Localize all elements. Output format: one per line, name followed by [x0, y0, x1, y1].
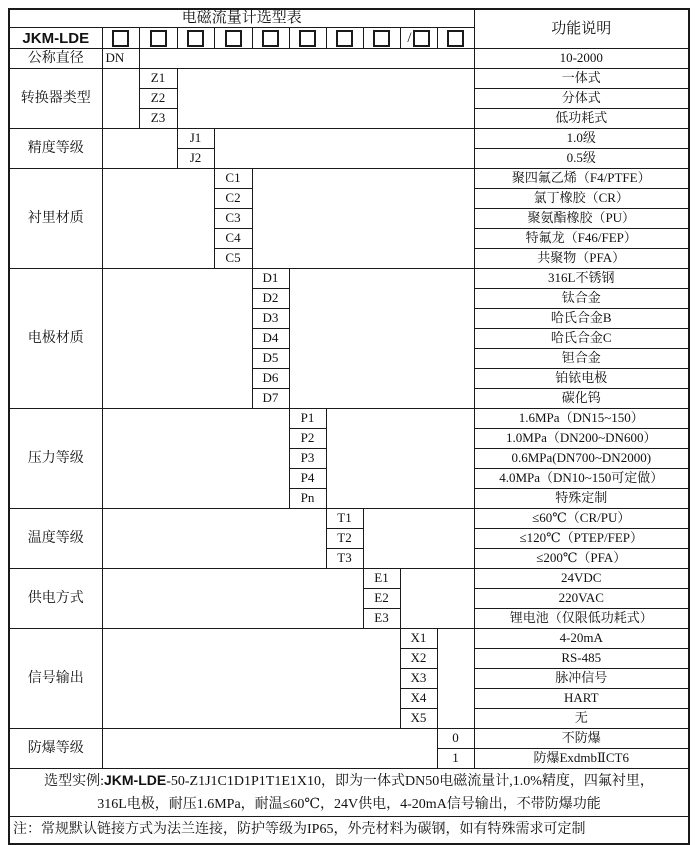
code-cell: X5 — [400, 709, 437, 729]
checkbox-cell-10 — [437, 28, 474, 49]
code-cell: X4 — [400, 689, 437, 709]
desc-cell-dn: 10-2000 — [474, 49, 689, 69]
example-line-1 — [11, 769, 687, 793]
spacer-cell — [139, 49, 474, 69]
desc-cell: 脉冲信号 — [474, 669, 689, 689]
code-cell: X3 — [400, 669, 437, 689]
code-cell: T2 — [326, 529, 363, 549]
section-label-0: 转换器类型 — [9, 69, 102, 129]
code-cell: T3 — [326, 549, 363, 569]
example-line-2: 316L电极，耐压1.6MPa，耐温≤60℃，24V供电，4-20mA信号输出，不带防爆功能 — [97, 796, 601, 812]
desc-cell: HART — [474, 689, 689, 709]
desc-cell: 聚氨酯橡胶（PU） — [474, 209, 689, 229]
desc-cell: 1.0MPa（DN200~DN600） — [474, 429, 689, 449]
section-row — [9, 629, 689, 649]
desc-cell: 4-20mA — [474, 629, 689, 649]
selection-table — [8, 8, 690, 845]
model-checkbox-8[interactable] — [373, 30, 390, 47]
code-cell-dn: DN — [102, 49, 139, 69]
desc-cell: ≤200℃（PFA） — [474, 549, 689, 569]
code-cell: Pn — [289, 489, 326, 509]
code-cell: D1 — [252, 269, 289, 289]
code-cell: D4 — [252, 329, 289, 349]
example-line1-rest: -50-Z1J1C1D1P1T1E1X10，即为一体式DN50电磁流量计,1.0%精度，四氟衬里， — [166, 774, 654, 790]
code-cell: E2 — [363, 589, 400, 609]
model-checkbox-6[interactable] — [299, 30, 316, 47]
section-row — [9, 169, 689, 189]
checkbox-cell-4 — [214, 28, 252, 49]
spacer-cell — [102, 509, 326, 569]
desc-cell: 共聚物（PFA） — [474, 249, 689, 269]
model-checkbox-1[interactable] — [112, 30, 129, 47]
footnote: 注：常规默认链接方式为法兰连接，防护等级为IP65，外壳材料为碳钢，如有特殊需求可定制 — [9, 817, 689, 845]
desc-cell: 316L不锈钢 — [474, 269, 689, 289]
section-label-4: 压力等级 — [9, 409, 102, 509]
code-cell: D7 — [252, 389, 289, 409]
desc-cell: 无 — [474, 709, 689, 729]
spacer-cell — [252, 169, 474, 269]
spacer-cell — [102, 629, 400, 729]
desc-cell: 0.5级 — [474, 149, 689, 169]
desc-cell: 分体式 — [474, 89, 689, 109]
desc-cell: 低功耗式 — [474, 109, 689, 129]
code-cell: C3 — [214, 209, 252, 229]
checkbox-cell-1 — [102, 28, 139, 49]
desc-cell: ≤60℃（CR/PU） — [474, 509, 689, 529]
spacer-cell — [102, 129, 177, 169]
model-checkbox-3[interactable] — [187, 30, 204, 47]
desc-cell: 锂电池（仅限低功耗式） — [474, 609, 689, 629]
section-row — [9, 729, 689, 749]
code-cell: D2 — [252, 289, 289, 309]
example-row — [9, 769, 689, 817]
desc-cell: 0.6MPa(DN700~DN2000) — [474, 449, 689, 469]
desc-cell: RS-485 — [474, 649, 689, 669]
section-row — [9, 269, 689, 289]
desc-cell: 特氟龙（F46/FEP） — [474, 229, 689, 249]
desc-cell: 不防爆 — [474, 729, 689, 749]
desc-cell: 聚四氟乙烯（F4/PTFE） — [474, 169, 689, 189]
section-row — [9, 129, 689, 149]
code-cell: E1 — [363, 569, 400, 589]
example-model: JKM-LDE — [104, 772, 167, 789]
selection-example — [9, 769, 689, 817]
section-label-7: 信号输出 — [9, 629, 102, 729]
code-cell: P3 — [289, 449, 326, 469]
code-cell: Z1 — [139, 69, 177, 89]
code-cell: C5 — [214, 249, 252, 269]
section-row — [9, 509, 689, 529]
desc-cell: 24VDC — [474, 569, 689, 589]
checkbox-cell-7 — [326, 28, 363, 49]
desc-cell: 钛合金 — [474, 289, 689, 309]
desc-cell: ≤120℃（PTEP/FEP） — [474, 529, 689, 549]
code-cell: J2 — [177, 149, 214, 169]
section-label-1: 精度等级 — [9, 129, 102, 169]
example-prefix: 选型实例: — [44, 774, 104, 790]
code-cell: P4 — [289, 469, 326, 489]
code-cell: P2 — [289, 429, 326, 449]
desc-cell: 一体式 — [474, 69, 689, 89]
code-cell: E3 — [363, 609, 400, 629]
note-row — [9, 817, 689, 845]
checkbox-cell-6 — [289, 28, 326, 49]
section-label-6: 供电方式 — [9, 569, 102, 629]
spacer-cell — [326, 409, 474, 509]
model-checkbox-7[interactable] — [336, 30, 353, 47]
code-cell: D6 — [252, 369, 289, 389]
slash-separator: / — [407, 29, 412, 46]
checkbox-cell-9 — [400, 28, 437, 49]
section-label-2: 衬里材质 — [9, 169, 102, 269]
model-checkbox-2[interactable] — [150, 30, 167, 47]
code-cell: C2 — [214, 189, 252, 209]
desc-cell: 220VAC — [474, 589, 689, 609]
code-cell: T1 — [326, 509, 363, 529]
spacer-cell — [102, 69, 139, 129]
code-cell: D5 — [252, 349, 289, 369]
code-cell: D3 — [252, 309, 289, 329]
desc-cell: 铂铱电极 — [474, 369, 689, 389]
desc-cell: 防爆ExdmbⅡCT6 — [474, 749, 689, 769]
row-label-dn: 公称直径 — [9, 49, 102, 69]
model-checkbox-10[interactable] — [447, 30, 464, 47]
code-cell: Z2 — [139, 89, 177, 109]
section-row — [9, 69, 689, 89]
section-label-3: 电极材质 — [9, 269, 102, 409]
checkbox-cell-3 — [177, 28, 214, 49]
dn-row — [9, 49, 689, 69]
code-cell: C1 — [214, 169, 252, 189]
spacer-cell — [363, 509, 474, 569]
spacer-cell — [289, 269, 474, 409]
section-label-5: 温度等级 — [9, 509, 102, 569]
desc-cell: 特殊定制 — [474, 489, 689, 509]
desc-cell: 哈氏合金C — [474, 329, 689, 349]
desc-cell: 1.6MPa（DN15~150） — [474, 409, 689, 429]
model-checkbox-9[interactable] — [413, 30, 430, 47]
code-cell: J1 — [177, 129, 214, 149]
desc-cell: 哈氏合金B — [474, 309, 689, 329]
spacer-cell — [102, 169, 214, 269]
section-row — [9, 409, 689, 429]
code-cell: X1 — [400, 629, 437, 649]
section-row — [9, 569, 689, 589]
code-cell: X2 — [400, 649, 437, 669]
desc-cell: 4.0MPa（DN10~150可定做） — [474, 469, 689, 489]
spacer-cell — [102, 409, 289, 509]
spacer-cell — [102, 269, 252, 409]
checkbox-cell-5 — [252, 28, 289, 49]
model-label: JKM-LDE — [9, 28, 102, 49]
code-cell: C4 — [214, 229, 252, 249]
checkbox-cell-8 — [363, 28, 400, 49]
spacer-cell — [177, 69, 474, 129]
section-label-8: 防爆等级 — [9, 729, 102, 769]
function-description-header: 功能说明 — [474, 9, 689, 49]
checkbox-cell-2 — [139, 28, 177, 49]
code-cell: Z3 — [139, 109, 177, 129]
model-checkbox-5[interactable] — [262, 30, 279, 47]
code-cell: 1 — [437, 749, 474, 769]
spacer-cell — [437, 629, 474, 729]
model-checkbox-4[interactable] — [225, 30, 242, 47]
spacer-cell — [214, 129, 474, 169]
desc-cell: 碳化钨 — [474, 389, 689, 409]
spacer-cell — [102, 729, 437, 769]
spacer-cell — [400, 569, 474, 629]
desc-cell: 氯丁橡胶（CR） — [474, 189, 689, 209]
table-title: 电磁流量计选型表 — [9, 9, 474, 28]
spacer-cell — [102, 569, 363, 629]
code-cell: 0 — [437, 729, 474, 749]
header-row — [9, 9, 689, 28]
code-cell: P1 — [289, 409, 326, 429]
desc-cell: 钽合金 — [474, 349, 689, 369]
desc-cell: 1.0级 — [474, 129, 689, 149]
